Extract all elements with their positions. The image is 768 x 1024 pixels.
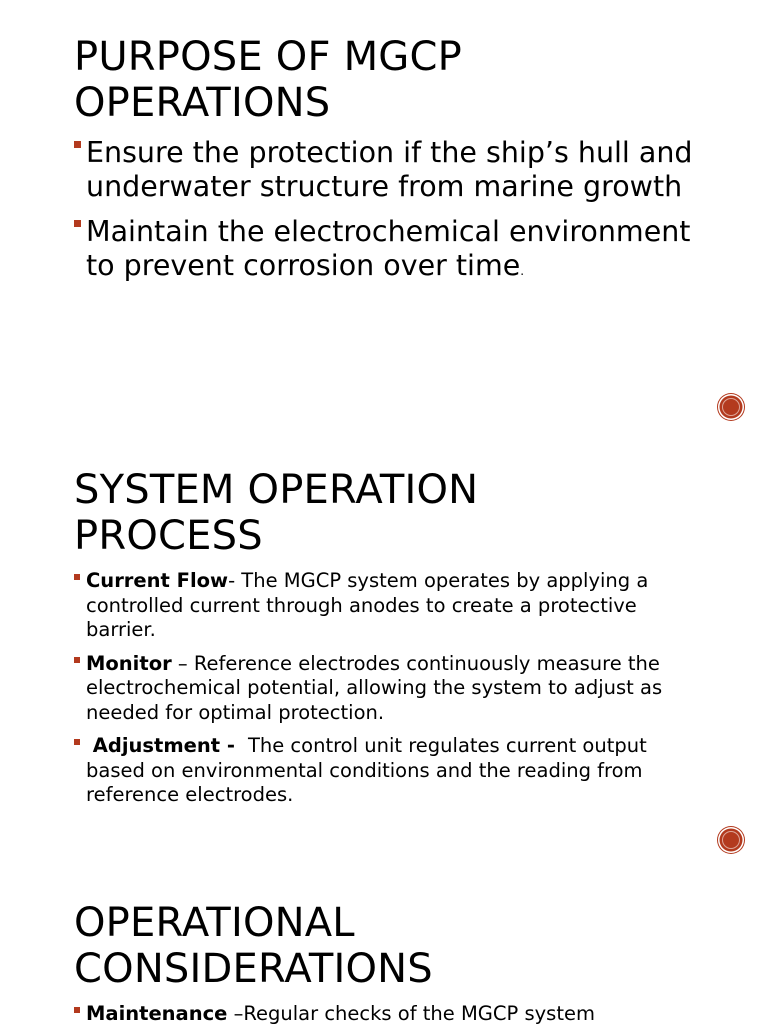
bullet-item xyxy=(74,652,694,726)
square-bullet-icon xyxy=(74,739,80,745)
bullet-list xyxy=(74,1002,714,1024)
bullet-item xyxy=(74,569,694,643)
bullet-list xyxy=(74,569,694,817)
bullet-item xyxy=(74,215,694,288)
bullet-list xyxy=(74,136,694,299)
square-bullet-icon xyxy=(74,657,80,663)
slide-nav-dot-icon[interactable] xyxy=(718,394,744,420)
title-line: SYSTEM OPERATION xyxy=(74,467,479,513)
slide-title xyxy=(74,900,433,992)
square-bullet-icon xyxy=(74,574,80,580)
bullet-term: Adjustment - xyxy=(86,734,242,757)
title-line: PROCESS xyxy=(74,513,263,559)
bullet-text: Ensure the protection if the ship’s hull and underwater structure from marine growth xyxy=(86,136,693,203)
title-line: OPERATIONS xyxy=(74,80,331,126)
square-bullet-icon xyxy=(74,220,81,227)
slide-title xyxy=(74,34,462,126)
bullet-item xyxy=(74,734,694,808)
bullet-term: Maintenance xyxy=(86,1002,228,1024)
title-line: CONSIDERATIONS xyxy=(74,946,433,992)
bullet-term: Monitor xyxy=(86,651,172,675)
title-line: PURPOSE OF MGCP xyxy=(74,34,462,80)
title-line: OPERATIONAL xyxy=(74,900,355,946)
bullet-text: – Reference electrodes continuously measure the electrochemical potential, allowing the system to adjust as needed for optimal protection. xyxy=(86,651,663,724)
square-bullet-icon xyxy=(74,1007,80,1013)
bullet-text: - The MGCP system operates by applying a controlled current through anodes to create a protective barrier. xyxy=(86,569,649,641)
slide-nav-dot-icon[interactable] xyxy=(718,827,744,853)
bullet-text: –Regular checks of the MGCP system xyxy=(227,1002,595,1024)
bullet-item xyxy=(74,136,694,204)
slide-title xyxy=(74,467,478,559)
square-bullet-icon xyxy=(74,141,81,148)
bullet-term: Current Flow xyxy=(86,569,229,592)
bullet-trailing-period: . xyxy=(520,264,525,278)
bullet-text: The control unit regulates current output based on environmental conditions and the reading from reference electrodes. xyxy=(86,734,647,806)
bullet-item xyxy=(74,1002,714,1024)
bullet-text: Maintain the electrochemical environment to prevent corrosion over time xyxy=(86,215,691,282)
